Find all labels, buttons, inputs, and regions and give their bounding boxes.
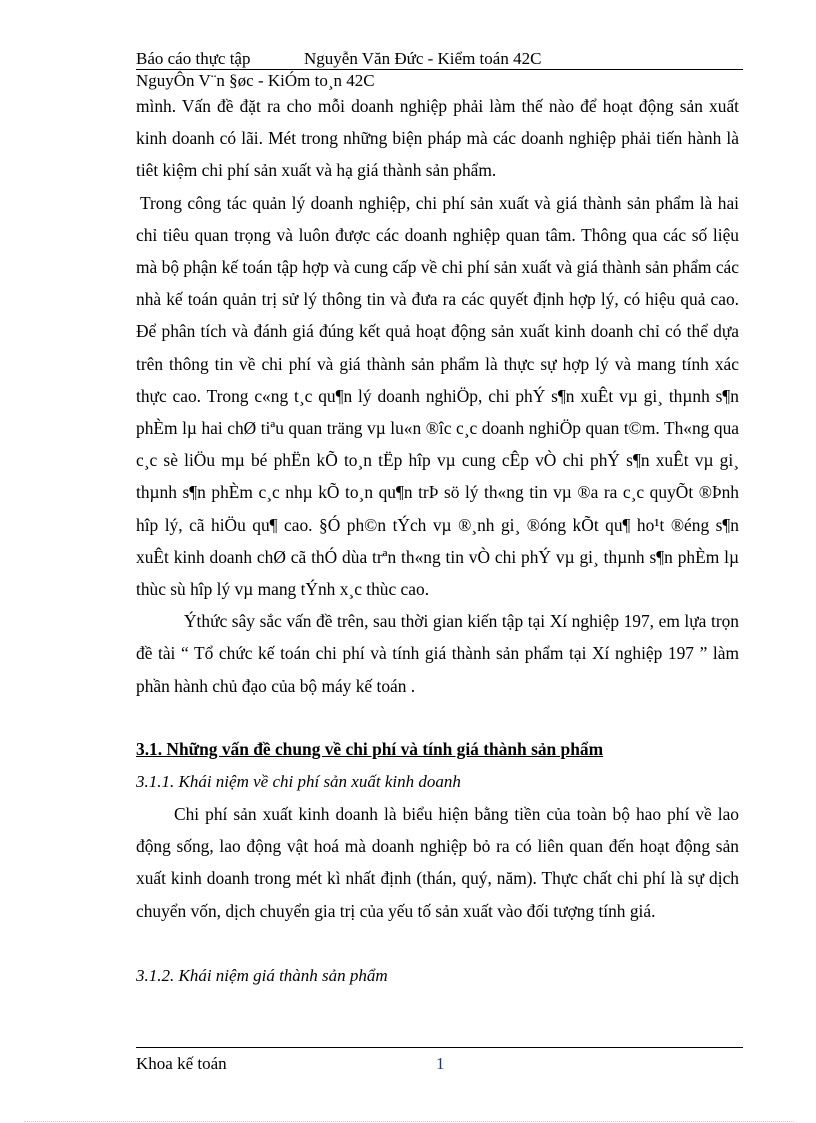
footer-divider — [136, 1047, 743, 1048]
header-report-title: Báo cáo thực tập — [136, 49, 251, 68]
subsection-body-1 — [136, 798, 739, 927]
section-heading: 3.1. Những vấn đề chung về chi phí và tính giá thành sản phẩm — [136, 739, 604, 759]
page-header — [136, 50, 743, 70]
header-subline: NguyÔn V¨n §øc - KiÓm to¸n 42C — [136, 71, 375, 90]
subsection-paragraph: Chi phí sản xuất kinh doanh là biểu hiện bằng tiền của toàn bộ hao phí về lao động sống, lao động vật hoá mà doanh nghiệp bỏ ra có liên quan đến hoạt động sản xuất kinh doanh trong mét kì nhất định (thán, quý, năm). Thực chất chi phí là sự dịch chuyển vốn, dịch chuyển gia trị của yếu tố sản xuất vào đối tượng tính giá. — [136, 804, 739, 921]
subsection-heading-1: 3.1.1. Khái niệm về chi phí sản xuất kinh doanh — [136, 772, 461, 791]
footer-department: Khoa kế toán — [136, 1054, 227, 1073]
header-author: Nguyễn Văn Đức - Kiểm toán 42C — [304, 49, 542, 68]
intro-body — [136, 90, 739, 702]
subsection-heading-2: 3.1.2. Khái niệm giá thành sản phẩm — [136, 966, 388, 985]
paragraph-1: mình. Vấn đề đặt ra cho mỗi doanh nghiệp phải làm thế nào để hoạt động sản xuất kinh doanh có lãi. Mét trong những biện pháp mà các doanh nghiệp phải tiến hành là tiêt kiệm chi phí sản xuất và hạ giá thành sản phẩm. — [136, 96, 739, 181]
page-number: 1 — [436, 1054, 445, 1073]
paragraph-3: Ýthức sây sắc vấn đề trên, sau thời gian kiến tập tại Xí nghiệp 197, em lựa trọn đề tài “ Tổ chức kế toán chi phí và tính giá thành sản phẩm tại Xí nghiệp 197 ” làm phần hành chủ đạo của bộ máy kế toán . — [136, 611, 739, 696]
paragraph-2: Trong công tác quản lý doanh nghiệp, chi phí sản xuất và giá thành sản phẩm là hai chỉ tiêu quan trọng và luôn được các doanh nghiệp quan tâm. Thông qua các số liệu mà bộ phận kế toán tập hợp và cung cấp về chi phí sản xuất và giá thành sản phẩm các nhà kế toán quản trị sử lý thông tin và đưa ra các quyết định hợp lý, có hiệu quả cao. Để phân tích và đánh giá đúng kết quả hoạt động sản xuất kinh doanh chỉ có thể dựa trên thông tin về chi phí và giá thành sản phẩm là thực sự hợp lý và mang tính xác thực cao. Trong c«ng t¸c qu¶n lý doanh nghiÖp, chi phÝ s¶n xuÊt vµ gi¸ thµnh s¶n phÈm lµ hai chØ tiªu quan träng vµ lu«n ®îc c¸c doanh nghiÖp quan t©m. Th«ng qua c¸c sè liÖu mµ bé phËn kÕ to¸n tËp hîp vµ cung cÊp vÒ chi phÝ s¶n xuÊt vµ gi¸ thµnh s¶n phÈm c¸c nhµ kÕ to¸n qu¶n trÞ sö lý th«ng tin vµ ®a ra c¸c quyÕt ®Þnh hîp lý, cã hiÖu qu¶ cao. §Ó ph©n tÝch vµ ®¸nh gi¸ ®óng kÕt qu¶ ho¹t ®éng s¶n xuÊt kinh doanh chØ cã thÓ dùa trªn th«ng tin vÒ chi phÝ vµ gi¸ thµnh s¶n phÈm lµ thùc sù hîp lý vµ mang tÝnh x¸c thùc cao. — [136, 192, 739, 600]
page-bottom-border — [24, 1121, 794, 1122]
